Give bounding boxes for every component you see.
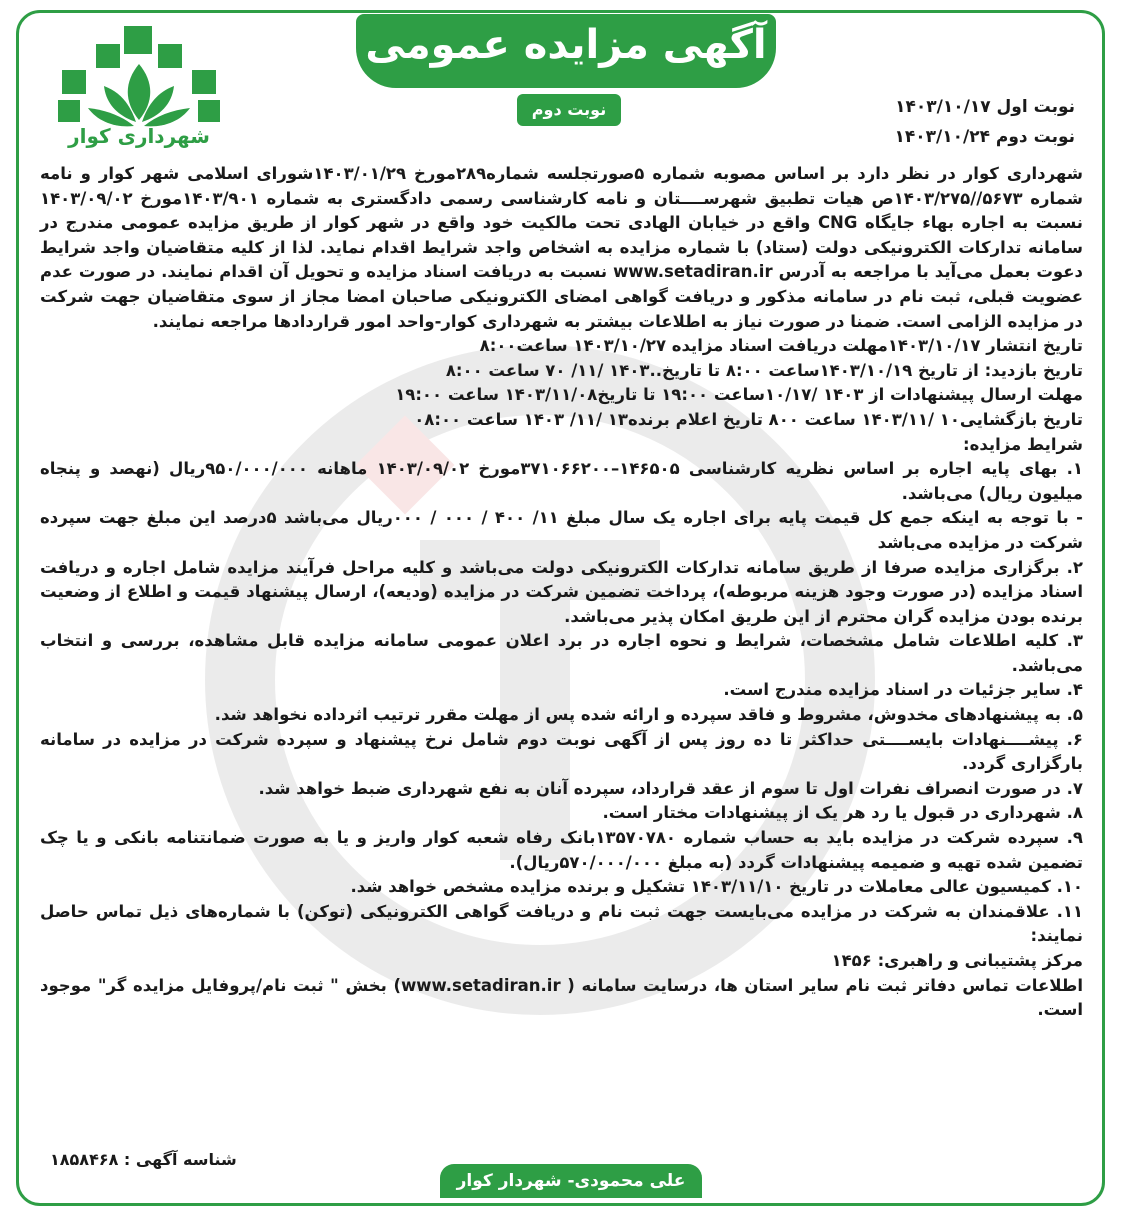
date-line: مهلت ارسال پیشنهادات از ۱۴۰۳ /۱۰/۱۷ساعت ۱۹:۰۰ تا تاریخ۱۴۰۳/۱۱/۰۸ ساعت ۱۹:۰۰ — [395, 385, 1083, 405]
condition-item: ۸. شهرداری در قبول یا رد هر یک از پیشنهادات مختار است. — [602, 803, 1083, 823]
condition-item: ۱. بهای پایه اجاره بر اساس نظریه کارشناسی ۱۴۶۵۰۵–۳۷۱۰۶۶۲۰۰مورخ ۱۴۰۳/۰۹/۰۲ ماهانه ۹۵۰/۰۰۰/۰۰۰ریال (نهصد و پنجاه میلیون ریال) می‌باشد. — [40, 459, 1083, 503]
condition-item: ۱۰. کمیسیون عالی معاملات در تاریخ ۱۴۰۳/۱۱/۱۰ تشکیل و برنده مزایده مشخص خواهد شد. — [350, 877, 1083, 897]
condition-item: ۲. برگزاری مزایده صرفا از طریق سامانه تدارکات الکترونیکی دولت می‌باشد و کلیه مراحل فرآیند مزایده شامل اجاره و دریافت اسناد مزایده (در صورت وجود هزینه مربوطه)، پرداخت تضمین شرکت در مزایده (ودیعه)، ارسال پیشنهاد قیمت و اطلاع از وضعیت برنده بودن مزایده گران محترم از این طریق امکان پذیر می‌باشد. — [40, 557, 1083, 626]
first-notice-date: نوبت اول ۱۴۰۳/۱۰/۱۷ — [895, 97, 1075, 117]
signature-banner: علی محمودی- شهردار کوار — [440, 1164, 702, 1198]
contact-line: اطلاعات تماس دفاتر ثبت نام سایر استان ها، درسایت سامانه ( www.setadiran.ir) بخش " ثبت نام/پروفایل مزایده گر" موجود است. — [40, 975, 1083, 1020]
condition-item: ۶. پیشــــنهادات بایســــتی حداکثر تا ده روز پس از آگهی نوبت دوم شامل نرخ پیشنهاد و سپرده شرکت در مزایده در سامانه بارگزاری گردد. — [40, 729, 1083, 774]
second-notice-date: نوبت دوم ۱۴۰۳/۱۰/۲۴ — [894, 127, 1075, 147]
title-banner — [356, 14, 776, 88]
conditions-heading: شرایط مزایده: — [963, 434, 1083, 454]
date-line: تاریخ انتشار ۱۴۰۳/۱۰/۱۷مهلت دریافت اسناد مزایده ۱۴۰۳/۱۰/۲۷ ساعت۸:۰۰ — [479, 336, 1083, 356]
condition-item: ۹. سپرده شرکت در مزایده باید به حساب شماره ۱۳۵۷۰۷۸۰بانک رفاه شعبه کوار واریز و یا به صورت ضمانتنامه بانکی و یا چک تضمین شده تهیه و ضمیمه پیشنهادات گردد (به مبلغ ۵۷۰/۰۰۰/۰۰۰ریال). — [40, 828, 1083, 872]
logo-label: شهرداری کوار — [68, 124, 210, 148]
notice-dates — [895, 92, 1075, 152]
date-line: تاریخ بازدید: از تاریخ ۱۴۰۳/۱۰/۱۹ساعت ۸:۰۰ تا تاریخ..۱۴۰۳ /۱۱/ ۷۰ ساعت ۸:۰۰ — [445, 360, 1083, 380]
support-line: مرکز پشتیبانی و راهبری: ۱۴۵۶ — [831, 951, 1083, 970]
condition-item: ۱۱. علاقمندان به شرکت در مزایده می‌بایست جهت ثبت نام و دریافت گواهی الکترونیکی (توکن) با شماره‌های ذیل تماس حاصل نمایند: — [40, 901, 1083, 946]
condition-item: ۴. سایر جزئیات در اسناد مزایده مندرج است. — [723, 680, 1083, 700]
condition-item: - با توجه به اینکه جمع کل قیمت پایه برای اجاره یک سال مبلغ ۱۱/ ۴۰۰ / ۰۰۰ / ۰۰۰ریال می‌باشد ۵درصد این مبلغ جهت سپرده شرکت در مزایده می‌باشد — [40, 508, 1084, 552]
notice-body — [40, 162, 1083, 1023]
notice-round-badge: نوبت دوم — [517, 94, 621, 126]
ad-id: شناسه آگهی : ۱۸۵۸۴۶۸ — [50, 1150, 237, 1169]
condition-item: ۷. در صورت انصراف نفرات اول تا سوم از عقد قرارداد، سپرده آنان به نفع شهرداری ضبط خواهد شد. — [258, 778, 1083, 798]
page-title: آگهی مزایده عمومی — [365, 22, 767, 68]
date-line: تاریخ بازگشایی۱۰ /۱۴۰۳/۱۱ ساعت ۸۰۰ تاریخ اعلام برنده۱۳ /۱۱/ ۱۴۰۳ ساعت ۰۸:۰۰ — [414, 409, 1083, 429]
intro-paragraph: شهرداری کوار در نظر دارد بر اساس مصوبه شماره ۵صورتجلسه شماره۲۸۹مورخ ۱۴۰۳/۰۱/۲۹شورای اسلامی شهر کوار و نامه شماره ۵۶۷۳//۱۴۰۳/۲۷۵ص هیات تطبیق شهرســــتان و نامه کارشناسی رسمی دادگستری به شماره ۱۴۰۳/۹۰۱مورخ ۱۴۰۳/۰۹/۰۲ نسبت به اجاره بهاء جایگاه CNG واقع در خیابان الهادی تحت مالکیت خود واقع در شهر کوار از طریق مزایده عمومی مندرج در سامانه تدارکات الکترونیکی دولت (ستاد) با شماره مزایده به اشخاص واجد شرایط اقدام نماید. لذا از کلیه متقاضیان واجد شرایط دعوت بعمل می‌آید با مراجعه به آدرس www.setadiran.ir نسبت به دریافت اسناد مزایده و تحویل آن اقدام نمایند. در صورت عدم عضویت قبلی، ثبت نام در سامانه مذکور و دریافت گواهی امضای الکترونیکی صاحبان امضا مجاز از سوی متقاضیان جهت شرکت در مزایده الزامی است. ضمنا در صورت نیاز به اطلاعات بیشتر به شهرداری کوار-واحد امور قراردادها مراجعه نمایند. — [40, 164, 1084, 331]
condition-item: ۳. کلیه اطلاعات شامل مشخصات، شرایط و نحوه اجاره در برد اعلان عمومی سامانه مزایده قابل مشاهده، بررسی و انتخاب می‌باشد. — [40, 631, 1083, 675]
condition-item: ۵. به پیشنهادهای مخدوش، مشروط و فاقد سپرده و ارائه شده پس از مهلت مقرر ترتیب اثرداده نخواهد شد. — [214, 705, 1083, 725]
